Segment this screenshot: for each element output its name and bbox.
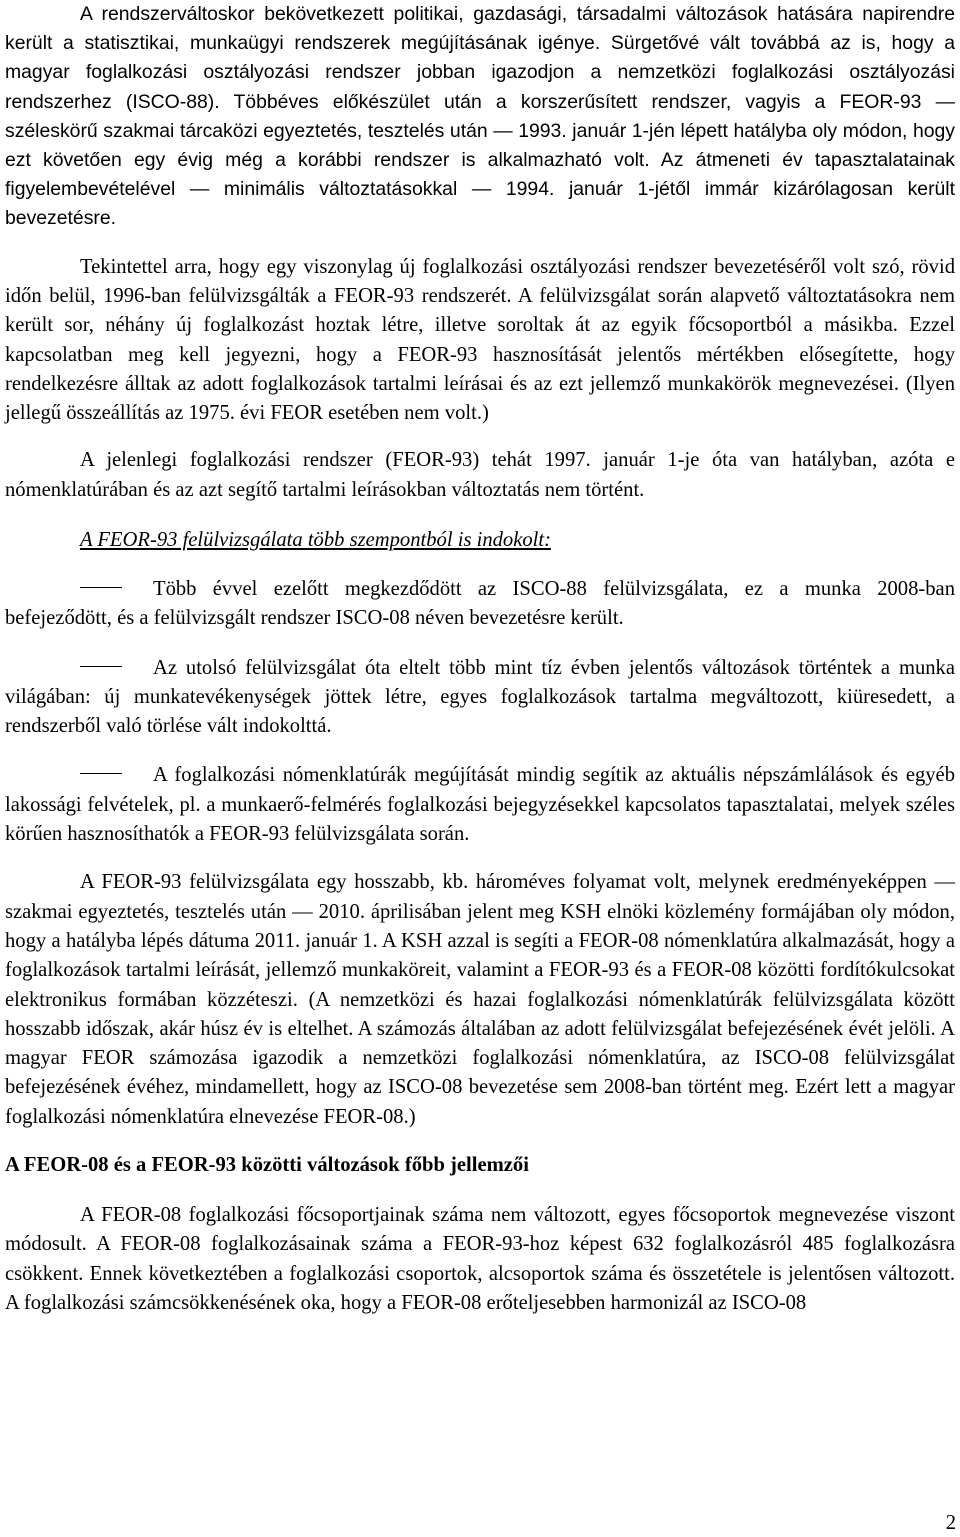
section-heading: A FEOR-08 és a FEOR-93 közötti változások főbb jellemzői [5, 1154, 529, 1177]
spacer [5, 505, 955, 526]
spacer [5, 234, 955, 253]
dash-bullet-icon [5, 771, 153, 781]
spacer [5, 555, 955, 575]
spacer [5, 428, 955, 446]
bullet-item [5, 654, 955, 742]
bullet-item [5, 575, 955, 634]
spacer [5, 634, 955, 654]
paragraph-changes: A FEOR-08 foglalkozási főcsoportjainak száma nem változott, egyes főcsoportok megnevezése viszont módosult. A FEOR-08 foglalkozásainak száma a FEOR-93-hoz képest 632 foglalkozásról 485 foglalkozásra csökkent. Ennek következtében a foglalkozási csoportok, alcsoportok száma és összetétele is jelentősen változott. A foglalkozási számcsökkenésének oka, hogy a FEOR-08 erőteljesebben harmonizál az ISCO-08 [5, 1204, 955, 1314]
paragraph-feor-08-process: A FEOR-93 felülvizsgálata egy hosszabb, kb. hároméves folyamat volt, melynek eredményeképpen ― szakmai egyeztetés, tesztelés után ― 2010. áprilisában jelent meg KSH elnöki közlemény formájában oly módon, hogy a hatályba lépés dátuma 2011. január 1. A KSH azzal is segíti a FEOR-08 nómenklatúra alkalmazását, hogy a foglalkozások tartalmi leírását, jellemző munkaköreit, valamint a FEOR-93 és a FEOR-08 közötti fordítókulcsokat elektronikus formában közzéteszi. (A nemzetközi és hazai foglalkozási nómenklatúrák felülvizsgálata között hosszabb időszak, akár húsz év is eltelhet. A számozás általában az adott felülvizsgálat befejezésének évét jelöli. A magyar FEOR számozása igazodik a nemzetközi foglalkozási nómenklatúra, az ISCO-08 felülvizsgálat befejezésének évéhez, mindamellett, hogy az ISCO-08 bevezetése sem 2008-ban történt meg. Ezért lett a magyar foglalkozási nómenklatúra elnevezése FEOR-08.) [5, 871, 955, 1128]
spacer [5, 1180, 955, 1201]
document-page [5, 0, 955, 1318]
paragraph-current-system: A jelenlegi foglalkozási rendszer (FEOR-93) tehát 1997. január 1-je óta van hatályban, azóta e nómenklatúrában és az azt segítő tartalmi leírásokban változtatás nem történt. [5, 449, 955, 501]
bullet-text: A foglalkozási nómenklatúrák megújítását mindig segítik az aktuális népszámlálások és egyéb lakossági felvételek, pl. a munkaerő-felmérés foglalkozási bejegyzésekkel kapcsolatos tapasztalatai, melyek széles körűen hasznosíthatók a FEOR-93 felülvizsgálata során. [5, 764, 955, 846]
bullet-text: Az utolsó felülvizsgálat óta eltelt több mint tíz évben jelentős változások történtek a munka világában: új munkatevékenységek jöttek létre, egyes foglalkozások tartalma megváltozott, kiüresedett, a rendszerből való törlése vált indokolttá. [5, 656, 955, 738]
bullet-item [5, 761, 955, 849]
dash-bullet-icon [5, 585, 153, 595]
spacer [5, 741, 955, 761]
page-number: 2 [945, 1512, 956, 1534]
dash-bullet-icon [5, 664, 153, 674]
paragraph-revision-1996: Tekintettel arra, hogy egy viszonylag új foglalkozási osztályozási rendszer bevezetéséről volt szó, rövid időn belül, 1996-ban felülvizsgálták a FEOR-93 rendszerét. A felülvizsgálat során alapvető változtatásokra nem került sor, néhány új foglalkozást hoztak létre, illetve soroltak át az egyik főcsoportból a másikba. Ezzel kapcsolatban meg kell jegyezni, hogy a FEOR-93 hasznosítását jelentős mértékben elősegítette, hogy rendelkezésre álltak az adott foglalkozások tartalmi leírásai és az ezt jellemző munkakörök megnevezései. (Ilyen jellegű összeállítás az 1975. évi FEOR esetében nem volt.) [5, 255, 955, 425]
bullet-text: Több évvel ezelőtt megkezdődött az ISCO-88 felülvizsgálata, ez a munka 2008-ban befejeződött, és a felülvizsgált rendszer ISCO-08 néven bevezetésre került. [5, 578, 955, 630]
spacer [5, 849, 955, 868]
paragraph-intro: A rendszerváltoskor bekövetkezett politikai, gazdasági, társadalmi változások hatására napirendre került a statisztikai, munkaügyi rendszerek megújításának igénye. Sürgetővé vált továbbá az is, hogy a magyar foglalkozási osztályozási rendszer jobban igazodjon a nemzetközi foglalkozási osztályozási rendszerhez (ISCO-88). Többéves előkészület után a korszerűsített rendszer, vagyis a FEOR-93 ― széleskörű szakmai tárcaközi egyeztetés, tesztelés után ― 1993. január 1-jén lépett hatályba oly módon, hogy ezt követően egy évig még a korábbi rendszer is alkalmazható volt. Az átmeneti év tapasztalatainak figyelembevételével ― minimális változtatásokkal ― 1994. január 1-jétől immár kizárólagosan került bevezetésre. [5, 3, 955, 230]
spacer [5, 1132, 955, 1151]
section-subheading: A FEOR-93 felülvizsgálata több szempontból is indokolt: [80, 529, 551, 551]
